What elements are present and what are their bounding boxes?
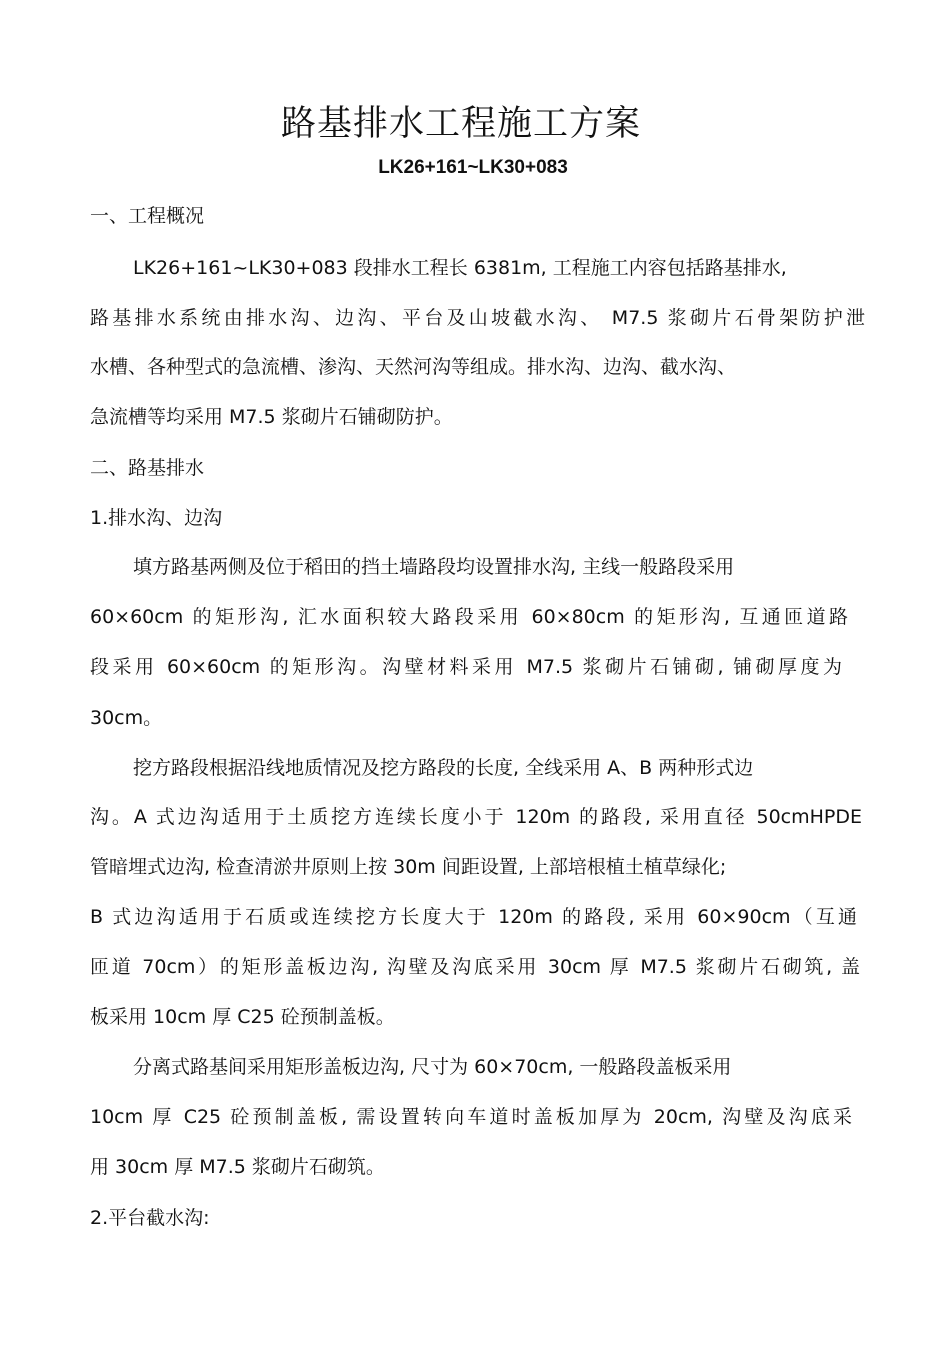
section-heading-overview: 一、工程概况 bbox=[90, 205, 205, 227]
paragraph-line: 分离式路基间采用矩形盖板边沟, 尺寸为 60×70cm, 一般路段盖板采用 bbox=[133, 1056, 732, 1078]
document-title: 路基排水工程施工方案 bbox=[280, 104, 641, 144]
document-subtitle: LK26+161~LK30+083 bbox=[378, 157, 568, 178]
paragraph-line: 60×60cm 的矩形沟, 汇水面积较大路段采用 60×80cm 的矩形沟, 互通匝道路 bbox=[90, 606, 848, 628]
paragraph-line: 挖方路段根据沿线地质情况及挖方路段的长度, 全线采用 A、B 两种形式边 bbox=[133, 757, 754, 779]
paragraph-line: 水槽、各种型式的急流槽、渗沟、天然河沟等组成。排水沟、边沟、截水沟、 bbox=[90, 356, 737, 378]
paragraph-line: 板采用 10cm 厚 C25 砼预制盖板。 bbox=[90, 1006, 395, 1028]
paragraph-line: 沟。A 式边沟适用于土质挖方连续长度小于 120m 的路段, 采用直径 50cmHPDE bbox=[90, 806, 862, 828]
paragraph-line: 急流槽等均采用 M7.5 浆砌片石铺砌防护。 bbox=[90, 406, 453, 428]
subsection-heading: 2.平台截水沟: bbox=[90, 1207, 210, 1229]
paragraph-line: 匝道 70cm）的矩形盖板边沟, 沟壁及沟底采用 30cm 厚 M7.5 浆砌片石砌筑, 盖 bbox=[90, 956, 860, 978]
paragraph-line: 段采用 60×60cm 的矩形沟。沟壁材料采用 M7.5 浆砌片石铺砌, 铺砌厚度为 bbox=[90, 656, 842, 678]
paragraph-line: 30cm。 bbox=[90, 707, 163, 729]
paragraph-line: 填方路基两侧及位于稻田的挡土墙路段均设置排水沟, 主线一般路段采用 bbox=[133, 556, 735, 578]
section-heading-drainage: 二、路基排水 bbox=[90, 457, 205, 479]
paragraph-line: LK26+161~LK30+083 段排水工程长 6381m, 工程施工内容包括路基排水, bbox=[133, 257, 787, 279]
paragraph-line: 管暗埋式边沟, 检查清淤井原则上按 30m 间距设置, 上部培根植土植草绿化; bbox=[90, 856, 727, 878]
paragraph-line: 用 30cm 厚 M7.5 浆砌片石砌筑。 bbox=[90, 1156, 385, 1178]
paragraph-line: B 式边沟适用于石质或连续挖方长度大于 120m 的路段, 采用 60×90cm（互通 bbox=[90, 906, 857, 928]
paragraph-line: 路基排水系统由排水沟、边沟、平台及山坡截水沟、 M7.5 浆砌片石骨架防护泄 bbox=[90, 307, 865, 329]
subsection-heading: 1.排水沟、边沟 bbox=[90, 507, 223, 529]
paragraph-line: 10cm 厚 C25 砼预制盖板, 需设置转向车道时盖板加厚为 20cm, 沟壁及沟底采 bbox=[90, 1106, 852, 1128]
